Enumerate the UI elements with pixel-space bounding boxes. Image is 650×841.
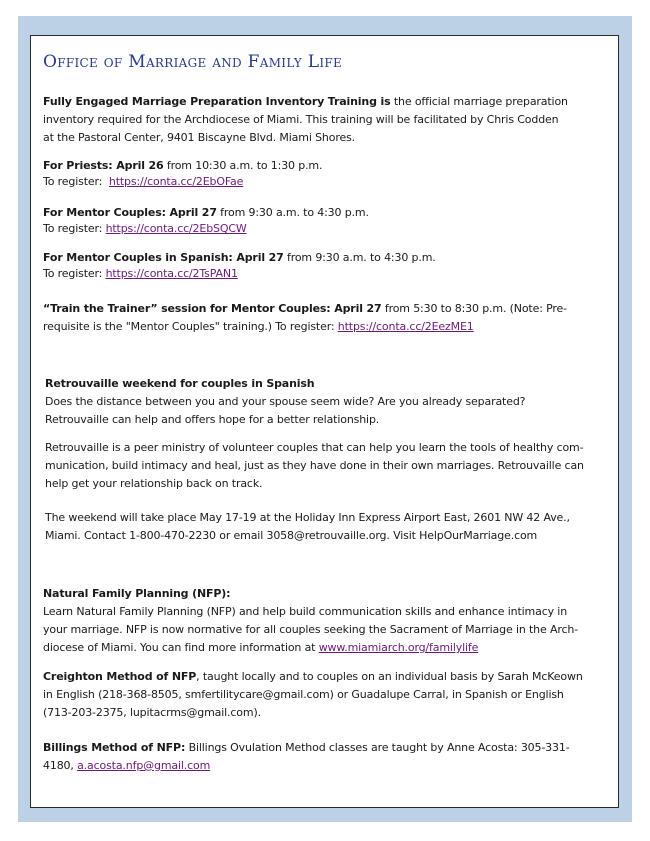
fe-is: is (376, 95, 391, 108)
fe-line2: inventory required for the Archdiocese of Miami. This training will be facilitated by Chris Codden (43, 113, 559, 126)
retro-intro (45, 375, 605, 429)
mentor-time: from 9:30 a.m. to 4:30 p.m. (216, 206, 369, 219)
mentor-label: For Mentor Couples: April 27 (43, 206, 217, 219)
fe-heading: Fully Engaged Marriage Preparation Inventory Training (43, 95, 377, 108)
creighton-line2: in English (218-368-8505, smfertilitycare@gmail.com) or Guadalupe Carral, in Spanish or English (43, 688, 564, 701)
creighton-line3: (713-203-2375, lupitacrms@gmail.com). (43, 706, 261, 719)
retro-heading: Retrouvaille weekend for couples in Spanish (45, 377, 315, 390)
newsletter-panel (30, 35, 619, 808)
retro-weekend-details (45, 509, 605, 545)
priests-register-label: To register: (43, 175, 109, 188)
fe-line3: at the Pastoral Center, 9401 Biscayne Blvd. Miami Shores. (43, 131, 355, 144)
billings-email-link[interactable]: a.acosta.nfp@gmail.com (77, 759, 211, 772)
priests-time: from 10:30 a.m. to 1:30 p.m. (163, 159, 323, 172)
retro-p2-line2: munication, build intimacy and heal, just as they have done in their own marriages. Retrouvaille can (45, 459, 584, 472)
retro-p1-line1: Does the distance between you and your spouse seem wide? Are you already separated? (45, 395, 526, 408)
nfp-block (43, 585, 603, 657)
trainer-register-link[interactable]: https://conta.cc/2EezME1 (337, 320, 474, 333)
creighton-label: Creighton Method of NFP (43, 670, 197, 683)
nfp-line1: Learn Natural Family Planning (NFP) and help build communication skills and enhance intimacy in (43, 605, 568, 618)
billings-line2: 4180, (43, 759, 78, 772)
billings-line1: Billings Ovulation Method classes are taught by Anne Acosta: 305-331- (185, 741, 570, 754)
retro-p2-line1: Retrouvaille is a peer ministry of volunteer couples that can help you learn the tools of healthy com- (45, 441, 584, 454)
priests-block (43, 158, 603, 190)
retro-p3-line2: Miami. Contact 1-800-470-2230 or email 3058@retrouvaille.org. Visit HelpOurMarriage.com (45, 529, 538, 542)
billings-label: Billings Method of NFP: (43, 741, 186, 754)
retro-p2-line3: help get your relationship back on track. (45, 477, 263, 490)
nfp-line3: diocese of Miami. You can find more information at (43, 641, 319, 654)
mentor-block (43, 205, 603, 237)
mentor-spanish-time: from 9:30 a.m. to 4:30 p.m. (283, 251, 436, 264)
fe-line1: the official marriage preparation (390, 95, 568, 108)
mentor-register-label: To register: (43, 222, 106, 235)
creighton-block (43, 668, 603, 722)
priests-register-link[interactable]: https://conta.cc/2EbOFae (108, 175, 244, 188)
trainer-label: “Train the Trainer” session for Mentor Couples: April 27 (43, 302, 382, 315)
trainer-line1: from 5:30 to 8:30 p.m. (Note: Pre- (381, 302, 567, 315)
trainer-block (43, 300, 603, 336)
mentor-spanish-label: For Mentor Couples in Spanish: April 27 (43, 251, 284, 264)
fe-paragraph (43, 93, 603, 147)
priests-label: For Priests: April 26 (43, 159, 164, 172)
retro-p3-line1: The weekend will take place May 17-19 at the Holiday Inn Express Airport East, 2601 NW 42 Ave., (45, 511, 570, 524)
trainer-line2: requisite is the "Mentor Couples" training.) To register: (43, 320, 338, 333)
retro-description (45, 439, 605, 493)
mentor-spanish-block (43, 250, 603, 282)
nfp-heading: Natural Family Planning (NFP): (43, 587, 231, 600)
retro-p1-line2: Retrouvaille can help and offers hope for a better relationship. (45, 413, 380, 426)
nfp-line2: your marriage. NFP is now normative for all couples seeking the Sacrament of Marriage in the Arch- (43, 623, 579, 636)
billings-block (43, 739, 603, 775)
mentor-register-link[interactable]: https://conta.cc/2EbSQCW (105, 222, 247, 235)
mentor-spanish-register-label: To register: (43, 267, 106, 280)
creighton-line1: , taught locally and to couples on an individual basis by Sarah McKeown (196, 670, 583, 683)
mentor-spanish-register-link[interactable]: https://conta.cc/2TsPAN1 (105, 267, 238, 280)
page-title: Office of Marriage and Family Life (43, 52, 343, 72)
nfp-info-link[interactable]: www.miamiarch.org/familylife (318, 641, 479, 654)
